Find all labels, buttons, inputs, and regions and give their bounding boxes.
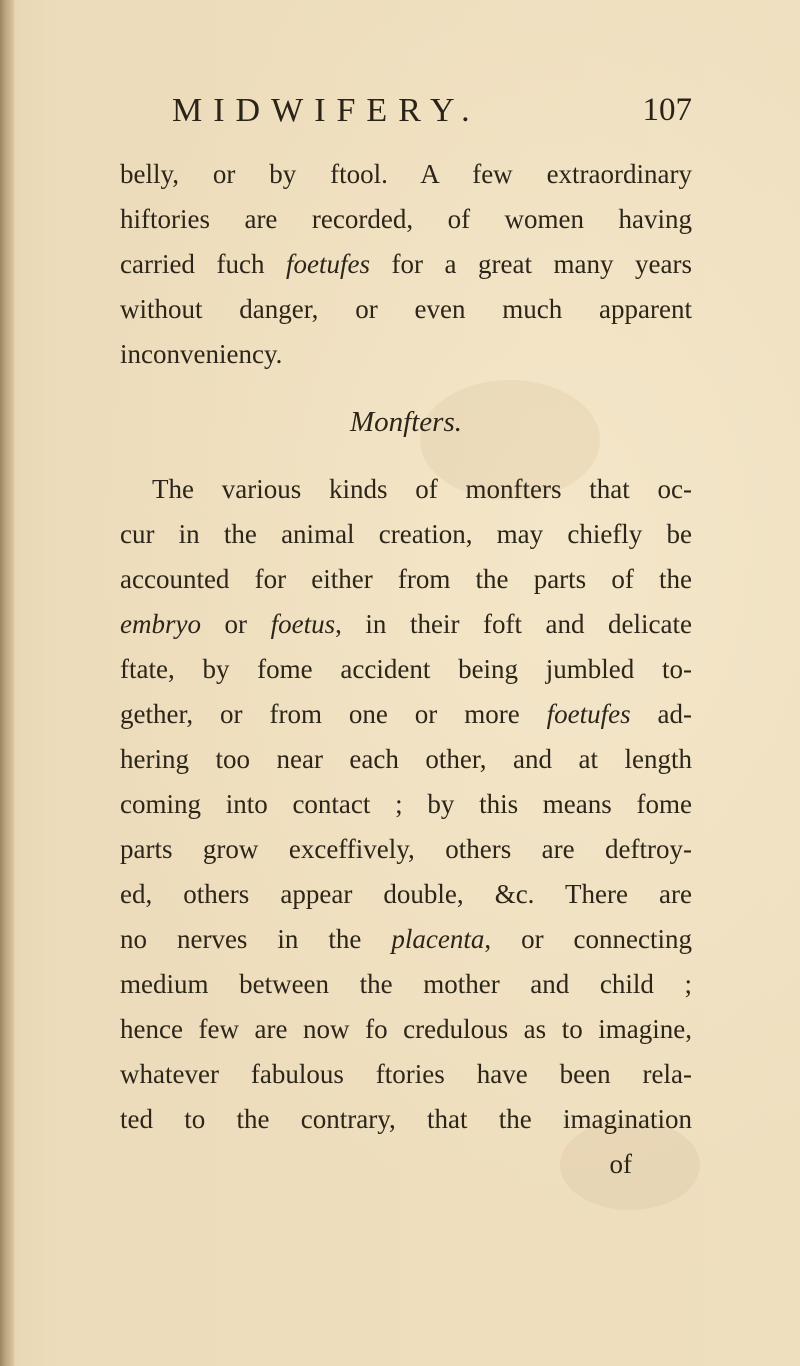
text-line: coming into contact ; by this means fome	[120, 789, 692, 819]
text-line: whatever fabulous ftories have been rela-	[120, 1059, 692, 1089]
italic-term: placenta	[391, 924, 485, 954]
text-line: hence few are now fo credulous as to imagine,	[120, 1014, 692, 1044]
text-line: ed, others appear double, &c. There are	[120, 879, 692, 909]
page-gutter-shadow	[0, 0, 14, 1366]
italic-term: foetufes	[285, 249, 370, 279]
text-line: belly, or by ftool. A few extraordinary	[120, 159, 692, 189]
text-line: The various kinds of monfters that oc-	[152, 474, 692, 504]
italic-term: embryo	[120, 609, 201, 639]
text-line: ted to the contrary, that the imagination	[120, 1104, 692, 1134]
text-line: medium between the mother and child ;	[120, 969, 692, 999]
text-line: without danger, or even much apparent	[120, 294, 692, 324]
text-line: hering too near each other, and at length	[120, 744, 692, 774]
text-line: embryo or foetus, in their foft and delicate	[120, 609, 692, 639]
text-line: cur in the animal creation, may chiefly be	[120, 519, 692, 549]
running-head-title: MIDWIFERY.	[172, 92, 481, 129]
text-line: parts grow exceffively, others are deftroy-	[120, 834, 692, 864]
text-line: ftate, by fome accident being jumbled to-	[120, 654, 692, 684]
running-head	[172, 92, 692, 136]
italic-term: foetufes	[546, 699, 631, 729]
text-line: accounted for either from the parts of the	[120, 564, 692, 594]
text-line: gether, or from one or more foetufes ad-	[120, 699, 692, 729]
text-line: no nerves in the placenta, or connecting	[120, 924, 692, 954]
text-line: hiftories are recorded, of women having	[120, 204, 692, 234]
catchword: of	[609, 1149, 632, 1179]
body-text	[120, 152, 692, 1187]
italic-term: foetus	[270, 609, 336, 639]
text-line: carried fuch foetufes for a great many years	[120, 249, 692, 279]
section-heading: Monfters.	[350, 406, 462, 438]
text-line: inconveniency.	[120, 339, 283, 369]
page-number: 107	[642, 92, 692, 128]
